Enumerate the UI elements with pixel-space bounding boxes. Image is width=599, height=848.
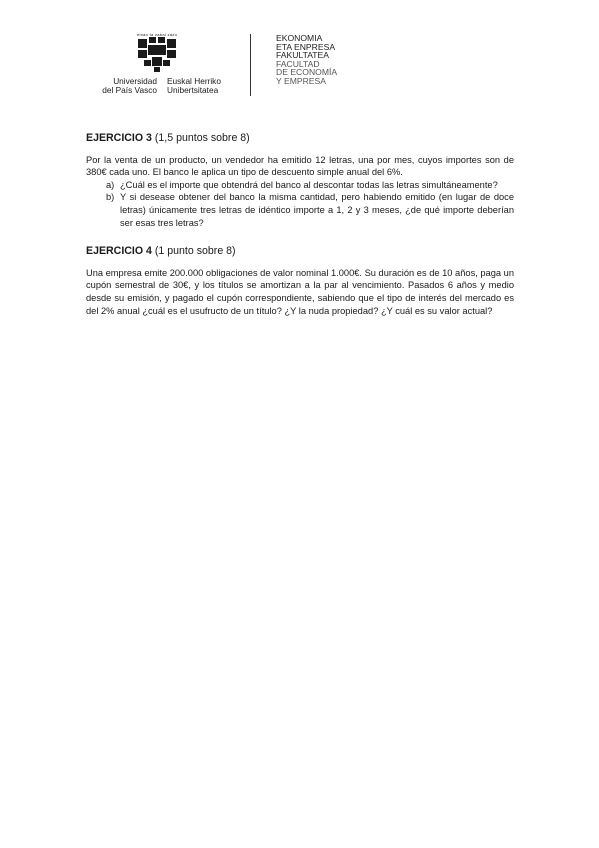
faculty-es-line: Y EMPRESA — [276, 75, 326, 86]
university-eu-line: Euskal Herriko — [167, 76, 221, 86]
faculty-eu-line: FAKULTATEA — [276, 50, 330, 61]
university-name-es — [87, 77, 157, 95]
exercise4-points: (1 punto sobre 8) — [154, 245, 236, 258]
university-es-line: Universidad — [113, 76, 157, 86]
header-divider — [250, 34, 251, 96]
exercise4-statement: Una empresa emite 200.000 obligaciones de valor nominal 1.000€. Su duración es de 10 años, paga un cupón semestral de 30€, y los títulos se amortizan a la par al vencimiento. Pasados 6 años y medio desde su emisión, y pagado el cupón correspondiente, sabiendo que el tipo de interés del mercado es del 2% anual ¿cuál es el usufructo de un título? ¿Y la nuda propiedad? ¿Y cuál es su valor actual? — [86, 267, 514, 316]
question-text: ¿Cuál es el importe que obtendrá del banco al descontar todas las letras simultáneamente? — [120, 179, 498, 190]
exercise4-title: EJERCICIO 4 — [86, 245, 152, 258]
faculty-name — [276, 34, 337, 86]
exercise3-questions — [86, 179, 514, 229]
exam-content — [86, 132, 514, 317]
faculty-es-line: DE ECONOMÍA — [276, 67, 338, 78]
question-b — [86, 191, 514, 229]
university-motto: eman ta zabal zazu — [137, 32, 178, 37]
question-text: Y si desease obtener del banco la misma cantidad, pero habiendo emitido (en lugar de doce letras) únicamente tres letras de idéntico importe a 1, 2 y 3 meses, ¿de qué importe deberían ser esas tres letras? — [120, 192, 514, 228]
university-eu-line: Unibertsitatea — [167, 85, 219, 95]
page-header — [82, 30, 382, 100]
faculty-eu-line: ETA ENPRESA — [276, 41, 336, 52]
exercise3-title: EJERCICIO 3 — [86, 132, 152, 144]
question-label: a) — [106, 179, 115, 190]
faculty-es-line: FACULTAD — [276, 58, 320, 69]
question-label: b) — [106, 192, 115, 203]
faculty-eu-line: EKONOMIA — [276, 33, 323, 43]
question-a — [86, 179, 514, 192]
university-logo-icon — [134, 34, 184, 74]
exercise3-points: (1,5 puntos sobre 8) — [154, 132, 250, 144]
exercise3-heading — [86, 132, 514, 145]
university-es-line: del País Vasco — [102, 85, 157, 95]
university-name-eu — [167, 77, 221, 95]
exercise4-heading — [86, 245, 514, 258]
exercise3-statement: Por la venta de un producto, un vendedor ha emitido 12 letras, una por mes, cuyos importes son de 380€ cada uno. El banco le aplica un tipo de descuento simple anual del 6%. — [86, 154, 514, 178]
